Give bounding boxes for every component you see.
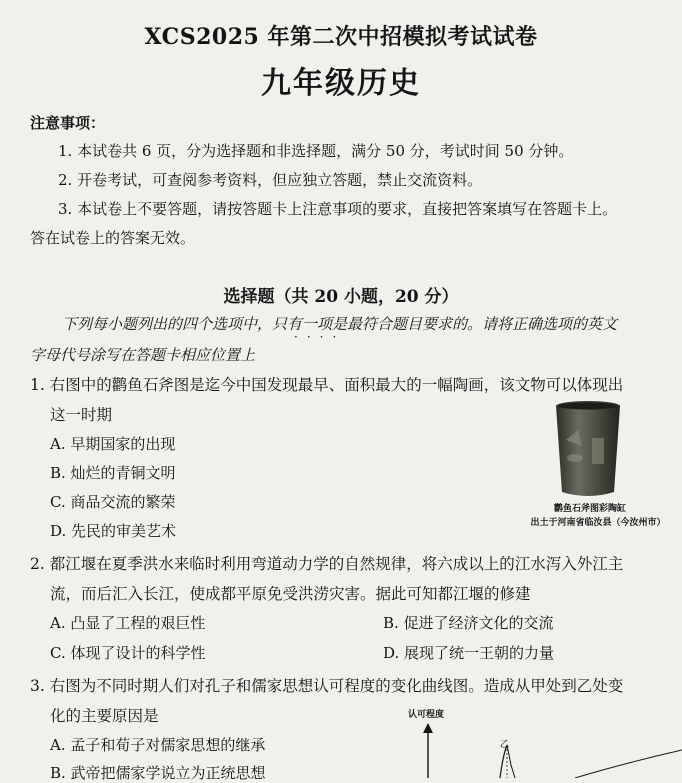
graph-curve-right (575, 750, 682, 778)
jar-caption-line1: 鹳鱼石斧图彩陶缸 (553, 504, 626, 514)
notice-item-3: 3. 本试卷上不要答题，请按答题卡上注意事项的要求，直接把答案填写在答题卡上。 (58, 200, 618, 218)
emphasis-dots: ···· (294, 330, 346, 344)
graph-point-label: 乙 (500, 740, 510, 750)
q3-stem-line2: 化的主要原因是 (50, 707, 159, 725)
notice-item-2: 2. 开卷考试，可查阅参考资料，但应独立答题，禁止交流资料。 (58, 171, 483, 189)
exam-title: XCS2025 年第二次中招模拟考试试卷 (144, 24, 538, 50)
q2-option-b: B. 促进了经济文化的交流 (383, 614, 554, 632)
q2-stem-line2: 流，而后汇入长江，使成都平原免受洪涝灾害。据此可知都江堰的修建 (50, 585, 531, 603)
q2-option-d: D. 展现了统一王朝的力量 (383, 644, 555, 662)
graph-y-arrow (423, 723, 433, 733)
pottery-jar-icon (548, 400, 628, 500)
section-instruction-line1: 下列每小题列出的四个选项中，只有一项是最符合题目要求的。请将正确选项的英文 (62, 315, 618, 333)
notice-label: 注意事项： (30, 114, 106, 132)
q1-option-d: D. 先民的审美艺术 (50, 522, 177, 540)
q1-option-a: A. 早期国家的出现 (50, 435, 176, 453)
q1-stem-line1: 1. 右图中的鹳鱼石斧图是迄今中国发现最早、面积最大的一幅陶画，该文物可以体现出 (30, 376, 624, 394)
q3-option-b: B. 武帝把儒家学说立为正统思想 (50, 764, 266, 782)
notice-item-1: 1. 本试卷共 6 页，分为选择题和非选择题，满分 50 分，考试时间 50 分钟。 (58, 142, 574, 160)
q3-stem-line1: 3. 右图为不同时期人们对孔子和儒家思想认可程度的变化曲线图。造成从甲处到乙处变 (30, 677, 624, 695)
q1-stem-line2: 这一时期 (50, 406, 113, 424)
q2-option-c: C. 体现了设计的科学性 (50, 644, 206, 662)
section-title: 选择题（共 20 小题，20 分） (223, 287, 459, 307)
q2-stem-line1: 2. 都江堰在夏季洪水来临时利用弯道动力学的自然规律，将六成以上的江水泻入外江主 (30, 555, 624, 573)
q1-option-b: B. 灿烂的青铜文明 (50, 464, 176, 482)
subject-title: 九年级历史 (261, 66, 421, 101)
q3-option-a: A. 孟子和荀子对儒家思想的继承 (50, 736, 266, 754)
pottery-jar-image (548, 400, 628, 500)
section-instruction-line2: 字母代号涂写在答题卡相应位置上 (30, 346, 256, 364)
notice-item-3-cont: 答在试卷上的答案无效。 (30, 229, 196, 247)
q1-option-c: C. 商品交流的繁荣 (50, 493, 176, 511)
jar-caption-line2: 出土于河南省临汝县（今汝州市） (530, 518, 666, 528)
graph-y-label: 认可程度 (408, 710, 445, 720)
q2-option-a: A. 凸显了工程的艰巨性 (50, 614, 206, 632)
